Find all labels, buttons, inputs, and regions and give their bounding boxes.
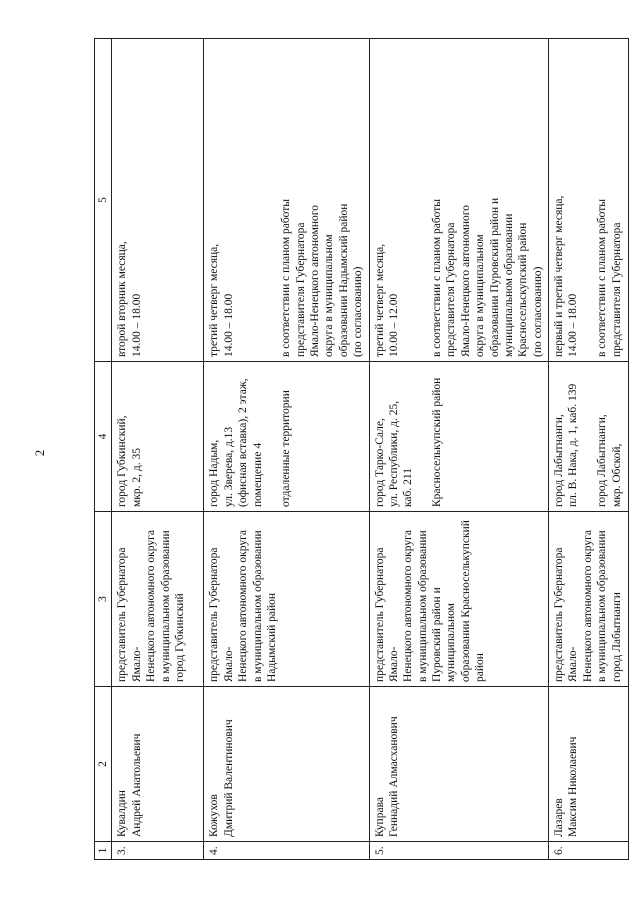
person-position: представитель Губернатора Ямало- Ненецкого автономного округа в муниципальном образовании Надымский район: [204, 512, 369, 687]
person-name: Куправа Геннадий Алмасханович: [369, 687, 549, 842]
table-row: [369, 39, 549, 860]
person-name: Кожухов Дмитрий Валентинович: [204, 687, 369, 842]
table-row: [549, 39, 629, 860]
reception-schedule: третий четверг месяца, 14.00 – 18.00 в соответствии с планом работы представителя Губернатора Ямало-Ненецкого автономного округа в муниципальном образовании Надымский район (по согласованию): [204, 39, 369, 362]
person-name: Кувалдин Андрей Анатольевич: [112, 687, 204, 842]
person-position: представитель Губернатора Ямало- Ненецкого автономного округа в муниципальном образовании Пуровский район и муниципальном образовании Красноселькупский район: [369, 512, 549, 687]
table-sheet: [94, 38, 623, 860]
row-number: 5.: [369, 842, 549, 860]
row-number: 6.: [549, 842, 629, 860]
schedule-table: [94, 38, 629, 860]
reception-schedule: третий четверг месяца, 10.00 – 12.00 в соответствии с планом работы представителя Губернатора Ямало-Ненецкого автономного округа в муниципальном образовании Пуровский район и муниципальном образовании Красносельскупский район (по согласованию): [369, 39, 549, 362]
reception-address: город Лабытнанги, пл. В. Нака, д. 1, каб. 139 город Лабытнанги, мкр. Обской,: [549, 362, 629, 512]
reception-address: город Надым, ул. Зверева, д.13 (офисная вставка), 2 этаж, помещение 4 отдаленные территории: [204, 362, 369, 512]
header-col-4: 4: [95, 362, 112, 512]
person-position: представитель Губернатора Ямало- Ненецкого автономного округа в муниципальном образовании город Губкинский: [112, 512, 204, 687]
reception-address: город Тарко-Сале, ул. Республики, д. 25, каб. 211 Красноселькупский район: [369, 362, 549, 512]
header-col-2: 2: [95, 687, 112, 842]
rotated-table-frame: [94, 38, 623, 860]
person-position: представитель Губернатора Ямало- Ненецкого автономного округа в муниципальном образовании город Лабытнанги: [549, 512, 629, 687]
header-col-3: 3: [95, 512, 112, 687]
row-number: 3.: [112, 842, 204, 860]
page-number: 2: [32, 449, 47, 457]
table-row: [204, 39, 369, 860]
header-col-1: 1: [95, 842, 112, 860]
table-row: [112, 39, 204, 860]
row-number: 4.: [204, 842, 369, 860]
reception-schedule: первый и третий четверг месяца, 14.00 – 18.00 в соответствии с планом работы представителя Губернатора: [549, 39, 629, 362]
reception-schedule: второй вторник месяца, 14.00 – 18.00: [112, 39, 204, 362]
person-name: Лазарев Максим Николаевич: [549, 687, 629, 842]
header-col-5: 5: [95, 39, 112, 362]
reception-address: город Губкинский, мкр. 2, д. 35: [112, 362, 204, 512]
header-row: [95, 39, 112, 860]
